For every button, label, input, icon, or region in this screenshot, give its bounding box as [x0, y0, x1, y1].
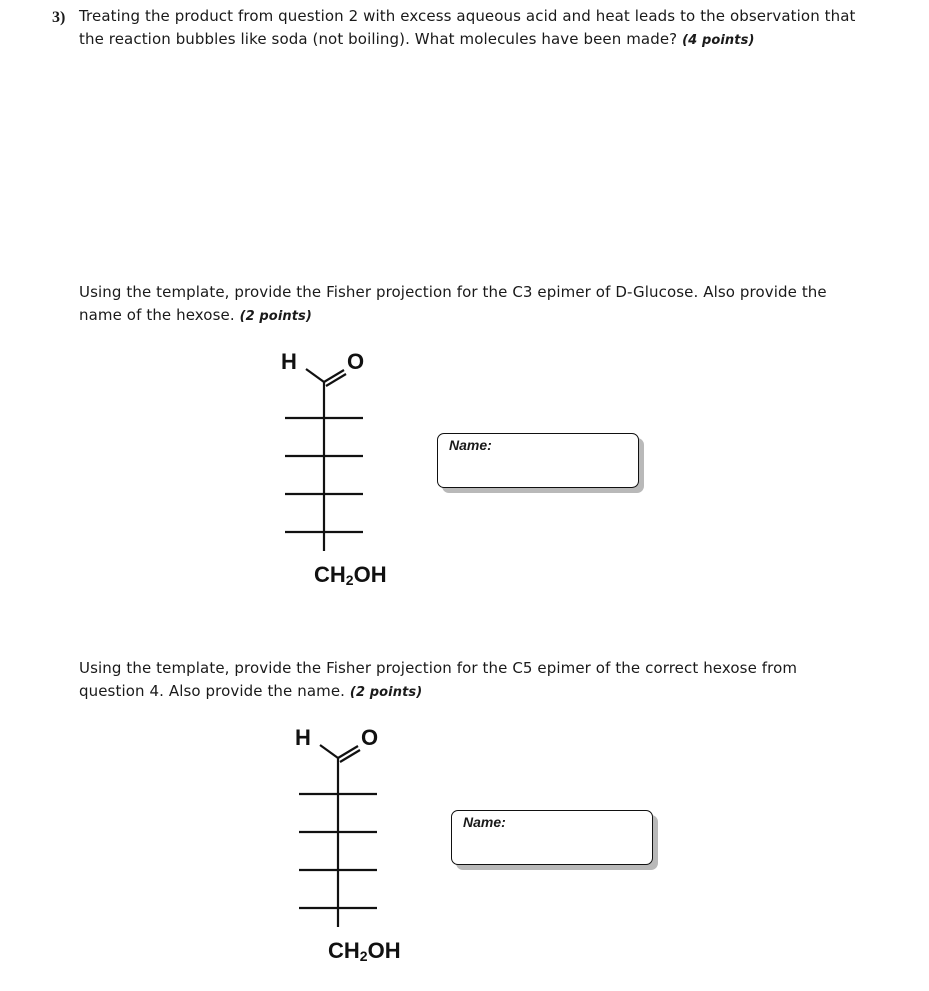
hydrogen-label: H	[295, 725, 311, 750]
c3-epimer-prompt	[79, 281, 899, 328]
question-3-text	[79, 5, 899, 52]
question-3-line-2-text: the reaction bubbles like soda (not boiling). What molecules have been made?	[79, 30, 678, 48]
h-bond-line	[306, 369, 324, 382]
question-3-line-1: Treating the product from question 2 with excess aqueous acid and heat leads to the observation that	[79, 7, 856, 25]
ch2oh-main: CH	[328, 938, 360, 963]
oxygen-label: O	[361, 725, 379, 750]
c3-points: (2 points)	[239, 309, 312, 324]
fisher-template-drawing	[270, 345, 430, 595]
c5-name-answer-box[interactable]	[451, 810, 653, 865]
c5-prompt-line-2	[79, 680, 899, 704]
c3-prompt-line-2	[79, 304, 899, 328]
c3-prompt-line-1: Using the template, provide the Fisher projection for the C3 epimer of D-Glucose. Also provide the	[79, 283, 827, 301]
c3-name-answer-box[interactable]	[437, 433, 639, 488]
fisher-template-drawing	[284, 721, 444, 971]
c5-prompt-line-1: Using the template, provide the Fisher projection for the C5 epimer of the correct hexose from	[79, 659, 798, 677]
ch2oh-main: CH	[314, 562, 346, 587]
ch2oh-subscript: 2	[359, 948, 368, 964]
c5-name-label: Name:	[463, 814, 506, 830]
c5-epimer-prompt	[79, 657, 899, 704]
hydrogen-label: H	[281, 349, 297, 374]
c5-prompt-line-2-text: question 4. Also provide the name.	[79, 682, 346, 700]
c3-prompt-line-2-text: name of the hexose.	[79, 306, 235, 324]
question-3-points: (4 points)	[682, 33, 755, 48]
question-number: 3)	[52, 9, 66, 26]
oxygen-label: O	[347, 349, 365, 374]
fisher-projection-template-c3	[270, 345, 430, 595]
question-3-line-2	[79, 28, 899, 52]
ch2oh-label	[328, 940, 401, 962]
fisher-projection-template-c5	[284, 721, 444, 971]
c3-name-label: Name:	[449, 437, 492, 453]
ch2oh-label	[314, 564, 387, 586]
c5-points: (2 points)	[349, 685, 423, 700]
ch2oh-subscript: 2	[345, 572, 354, 588]
h-bond-line	[320, 745, 338, 758]
ch2oh-end: OH	[353, 562, 387, 587]
ch2oh-end: OH	[367, 938, 401, 963]
